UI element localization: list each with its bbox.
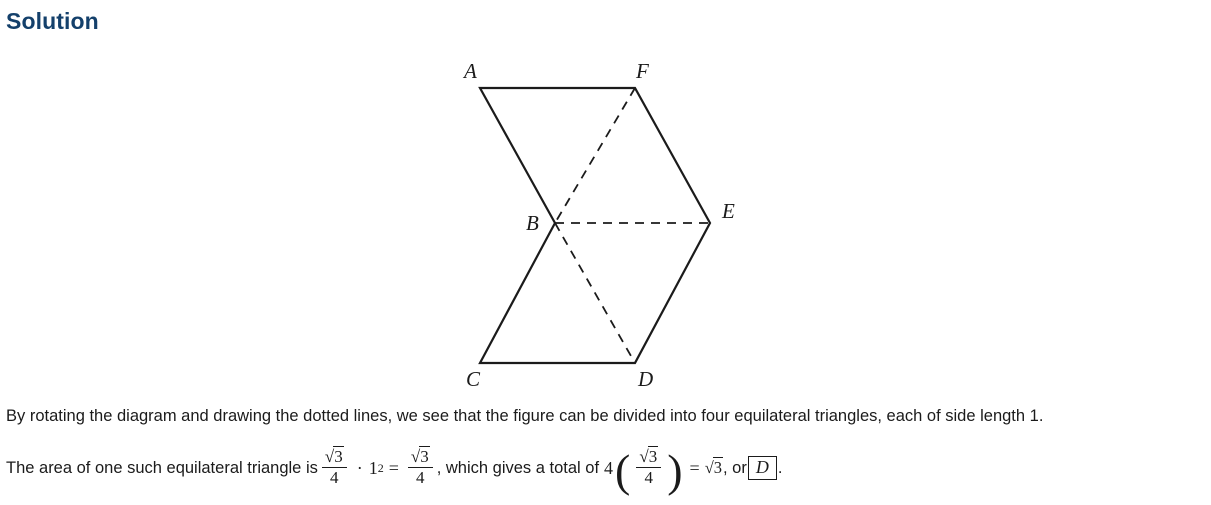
vertex-label-b: B xyxy=(526,211,539,235)
paragraph2-or: , or xyxy=(723,458,747,477)
final-period: . xyxy=(777,458,783,477)
solution-paragraph-1: By rotating the diagram and drawing the dotted lines, we see that the figure can be divided into four equilateral triangles, each of side length 1. xyxy=(6,407,1044,425)
geometry-figure xyxy=(430,58,790,398)
figure-svg xyxy=(430,58,790,398)
sqrt-symbol-2: √3 xyxy=(410,446,429,466)
one-term: 1 xyxy=(368,457,378,478)
vertex-label-d: D xyxy=(638,367,654,391)
exponent-two: 2 xyxy=(377,460,384,475)
sqrt-symbol-1: √3 xyxy=(324,446,343,466)
vertex-label-e: E xyxy=(722,199,735,223)
sqrt-three-result: √3 xyxy=(704,458,723,477)
answer-choice-box: D xyxy=(748,456,777,481)
solution-paragraph-2: The area of one such equilateral triangle is $\frac{√3}{4}$ · 1 2 = $\frac{√3}{4}$ , which gives a total of 4 ( $\frac{√3}{4}$ ) = √3 , or D . xyxy=(6,445,783,496)
coefficient-four: 4 xyxy=(604,457,614,478)
vertex-label-c: C xyxy=(466,367,481,391)
fraction-sqrt3-over-4-first: $\frac{√3}{4}$ xyxy=(322,448,347,487)
vertex-label-a: A xyxy=(464,59,477,83)
figure-outline xyxy=(480,88,710,363)
sqrt-symbol-3: √3 xyxy=(639,446,658,466)
equals-sign-2: = xyxy=(689,457,700,478)
paragraph2-mid: , which gives a total of xyxy=(436,458,600,477)
vertex-label-f: F xyxy=(636,59,649,83)
multiplication-dot: · xyxy=(356,457,363,478)
page-title: Solution xyxy=(6,8,99,34)
paragraph2-lead: The area of one such equilateral triangle is xyxy=(6,458,318,477)
fraction-sqrt3-over-4-second: $\frac{√3}{4}$ xyxy=(408,448,433,487)
equals-sign-1: = xyxy=(388,457,399,478)
fraction-sqrt3-over-4-third: $\frac{√3}{4}$ xyxy=(636,448,661,487)
figure-dashed-lines xyxy=(555,88,710,363)
